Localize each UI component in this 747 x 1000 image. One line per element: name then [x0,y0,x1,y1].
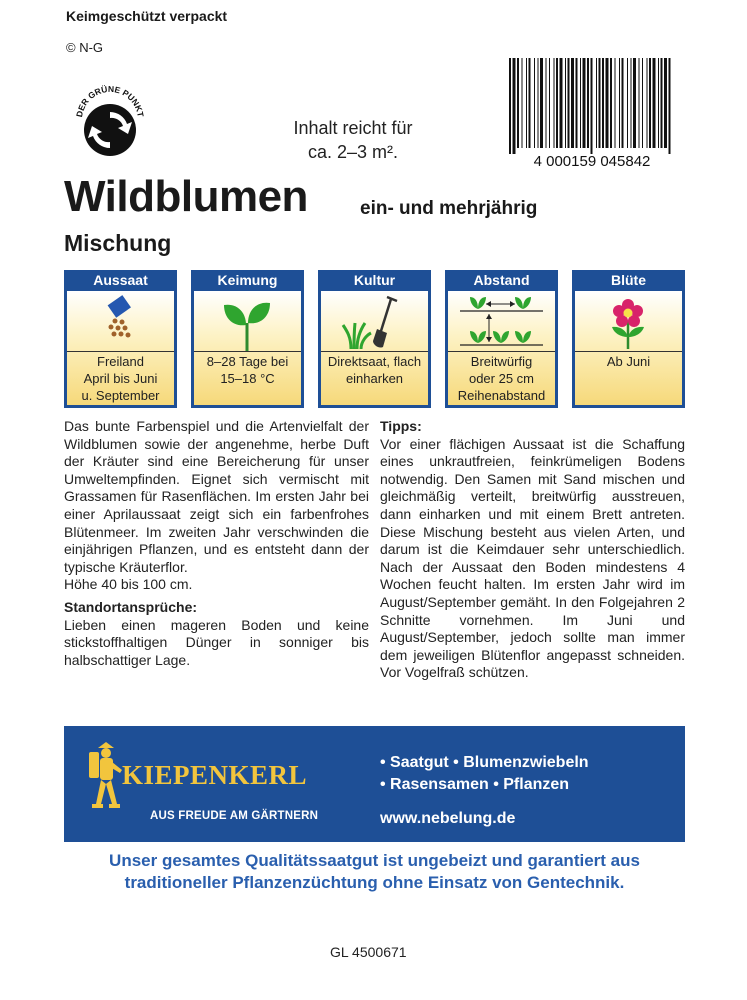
barcode-bar [631,58,632,148]
content-coverage: Inhalt reicht für ca. 2–3 m². [293,118,413,162]
packaging-note: Keimgeschützt verpackt [66,8,228,24]
barcode-digits: 4 000159 045842 [533,153,651,170]
info-box-label: Keimung [217,272,278,288]
barcode-bar [591,58,593,154]
barcode-bar [622,58,624,148]
info-box-label: Blüte [611,272,646,288]
info-box-text: 8–28 Tage bei 15–18 °C [206,354,289,386]
brand-name: KIEPENKERL [122,760,308,790]
description-column [64,418,369,669]
barcode-bar [576,58,578,148]
barcode-bar [642,58,643,148]
website-link[interactable]: www.nebelung.de [380,810,516,827]
barcode-bar [554,58,555,148]
location-text: Lieben einen mageren Boden und keine stickstoffhaltigen Dünger in sonniger bis halbschattiger Lage. [64,616,369,668]
info-box-aussaat [64,270,177,408]
barcode-bar [556,58,558,148]
barcode-bar [639,58,640,148]
barcode-bar [549,58,550,148]
barcode-bar [560,58,563,148]
info-boxes [64,270,686,408]
info-box-label: Aussaat [93,272,148,288]
barcode-bar [587,58,589,148]
barcode-bar [658,58,659,148]
barcode-bar [534,58,535,148]
barcode-bar [610,58,612,148]
product-title: Wildblumen [64,172,308,221]
brand-tagline: AUS FREUDE AM GÄRTNERN [150,810,319,822]
barcode-bar [615,58,616,148]
description-text: Das bunte Farbenspiel und die Artenvielfalt der Wildblumen sowie der angenehme, herbe Duft der Kräuter sind eine Bereicherung für unser Umweltempfinden. Eignet sich vermischt mit Grassamen für Rasenflächen. Im ersten Jahr bei einer Aprilaussaat zeigt sich ein farbenfrohes Blütenmeer. Im zweiten Jahr verschwinden die einjährigen Pflanzen, und es entsteht dann der typische Kräuterflor. [64,418,369,575]
barcode-bar [526,58,527,148]
barcode-bar [546,58,547,148]
barcode-bar [647,58,648,148]
tips-heading: Tipps: [380,418,422,434]
barcode-bar [664,58,667,148]
brand-banner [64,726,685,842]
barcode-bar [602,58,604,148]
info-box-kultur [318,270,431,408]
svg-text:DER GRÜNE PUNKT: DER GRÜNE PUNKT [74,83,146,118]
info-box-text: Direktsaat, flach einharken [327,354,422,386]
barcode-bar [669,58,671,154]
plant-height: Höhe 40 bis 100 cm. [64,576,193,593]
product-range-2: • Rasensamen • Pflanzen [380,776,570,793]
info-box-bluete [572,270,685,408]
article-code: GL 4500671 [330,944,407,960]
barcode-bar [571,58,574,148]
barcode-bar [606,58,609,148]
info-box-text: Freiland April bis Juni u. September [81,354,160,403]
seedling-icon [194,293,301,351]
spacing-plants-icon [448,293,555,351]
barcode-bar [599,58,601,148]
barcode-bar [596,58,597,148]
info-box-text: Breitwürfig oder 25 cm Reihenabstand [457,354,546,403]
tips-text: Vor einer flächigen Aussaat ist die Schaffung eines unkrautfreien, feinkrümeligen Bodens notwendig. Den Samen mit Sand mischen und gleichmäßig verteilt, breitwürfig ausstreuen, dann einharken und mit einem Brett antreten. Diese Mischung besteht aus vielen Arten, und darum ist die Keimdauer sehr unterschiedlich. Nach der Aussaat den Boden mindestens 4 Wochen feucht halten. Im ersten Jahr wird im August/September gemäht. In den Folgejahren 2 Schnitte vornehmen. Im Juni und August/September, jedoch sollte man immer dem jeweiligen Blütenflor angepasst schneiden. Vor Vogelfraß schützen. [380,435,685,681]
barcode-bar [653,58,656,148]
product-subtitle: Mischung [64,230,172,256]
barcode-bar [540,58,543,148]
barcode-bar [568,58,570,148]
barcode-bar [522,58,523,148]
barcode-bar [565,58,566,148]
barcode-bar [583,58,586,148]
tips-column [380,418,685,682]
barcode-bar [509,58,511,154]
barcode [507,58,677,170]
info-box-label: Kultur [353,272,396,288]
quality-statement: Unser gesamtes Qualitätssaatgut ist ungebeizt und garantiert aus traditioneller Pflanzenzüchtung ohne Einsatz von Gentechnik. [109,851,640,892]
barcode-bar [529,58,531,148]
info-box-abstand [445,270,558,408]
barcode-bar [619,58,620,148]
barcode-bar [649,58,651,148]
info-box-text: Ab Juni [606,354,651,369]
info-box-keimung [191,270,304,408]
barcode-bar [661,58,663,148]
barcode-bar [517,58,519,148]
barcode-bar [627,58,628,148]
green-dot-logo [74,78,146,160]
seed-packet-icon [67,293,174,351]
barcode-bar [633,58,636,148]
flower-icon [575,293,682,351]
product-range-1: • Saatgut • Blumenzwiebeln [380,754,589,771]
product-type: ein- und mehrjährig [360,198,538,219]
barcode-bar [538,58,539,148]
info-box-label: Abstand [473,272,530,288]
kiepenkerl-figure-icon [86,742,126,810]
barcode-bar [513,58,516,154]
spade-grass-icon [321,293,428,351]
barcode-bar [580,58,581,148]
copyright-note: © N-G [66,40,104,55]
location-heading: Standortansprüche: [64,598,198,615]
